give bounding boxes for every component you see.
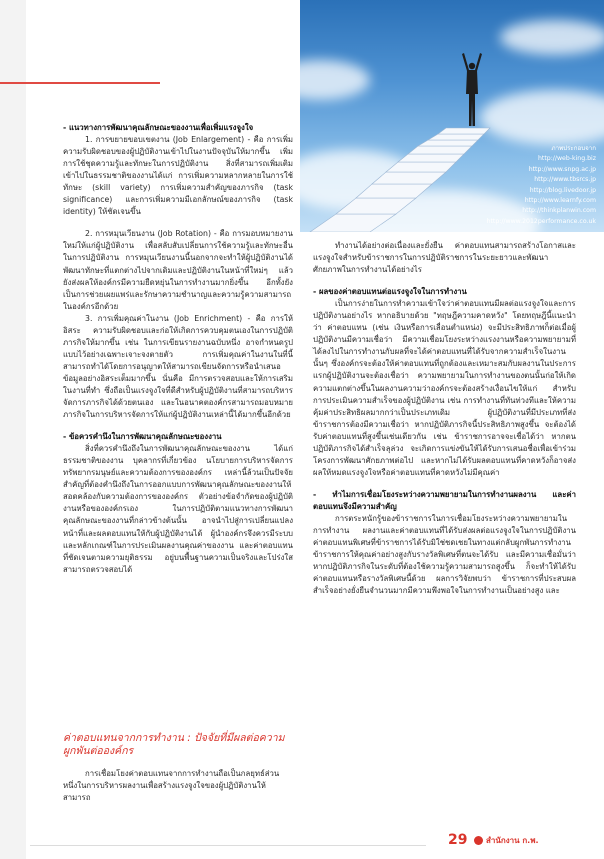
credit-url: http://www.snpg.ac.jp — [528, 165, 596, 173]
photo-credits — [487, 144, 596, 227]
logo-emblem-icon — [474, 836, 483, 845]
left-column-continuation — [63, 768, 293, 804]
paragraph: สิ่งที่ควรคำนึงถึงในการพัฒนาคุณลักษณะของงาน ได้แก่ ธรรมชาติของงาน บุคลากรที่เกี่ยวข้อง นโยบายการบริหารจัดการทรัพยากรมนุษย์และความต้องการขององค์กร เหล่านี้ล้วนเป็นปัจจัยสำคัญที่ต้องคำนึงถึงในการออกแบบการพัฒนาคุณลักษณะของงานให้สอดคล้องกับความต้องการขององค์กร ตัวอย่างข้อจำกัดของผู้ปฏิบัติงานหรือขององค์กรเอง ในการปฏิบัติตามแนวทางการพัฒนาคุณลักษณะของงานที่กล่าวข้างต้นนั้น อาจนำไปสู่การเปลี่ยนแปลงหน้าที่และผลตอบแทนให้กับผู้ปฏิบัติงานได้ ผู้นำองค์กรจึงควรมีระบบและหลักเกณฑ์ในการประเมินผลงานคุณค่าของงาน และค่าตอบแทนที่ชัดเจนตามความยุติธรรม อยู่บนพื้นฐานความเป็นจริงและโปร่งใสสามารถตรวจสอบได้ — [63, 444, 293, 574]
credit-url: http://www.learnfy.com — [524, 197, 596, 205]
section-heading: - ผลของค่าตอบแทนต่อแรงจูงใจในการทำงาน — [313, 287, 467, 297]
paragraph: เป็นการง่ายในการทำความเข้าใจว่าค่าตอบแทนมีผลต่อแรงจูงใจและการปฏิบัติงานอย่างไร หากอธิบายด้วย "ทฤษฎีความคาดหวัง" โดยทฤษฎีนี้แนะนำว่า ค่าตอบแทน (เช่น เงินหรือการเลื่อนตำแหน่ง) จะมีประสิทธิภาพก็ต่อเมื่อผู้ปฏิบัติงานมีความเชื่อว่า มีความเชื่อมโยงระหว่างแรงงานหรือความพยายามที่ได้ลงไปในการทำงานกับผลที่จะได้ค่าตอบแทนที่ได้รับจากความสำเร็จในงานนั้นๆ ซึ่งองค์กรจะต้องให้ค่าตอบแทนที่ถูกต้องและเหมาะสมกับผลงานในประการแรกผู้ปฏิบัติงานจะต้องเชื่อว่า ความพยายามในการทำงานของตนนั้นก่อให้เกิดความแตกต่างขึ้นในผลงานความว่าองค์กรจะต้องสร้างเงื่อนไขให้แก่ สำหรับการประเมินความสำเร็จของผู้ปฏิบัติงาน เช่น การทำงานที่ทันท่วงทีและให้ความคุ้มค่าประสิทธิผลมากกว่าเป็นประเภทเดิม ผู้ปฏิบัติงานที่มีประเภทที่ส่งข้าราชการต้องมีความเชื่อว่า หากปฏิบัติภารกิจนี้ประสิทธิภาพสูงขึ้น จะต้องได้รับค่าตอบแทนที่สูงขึ้นเช่นเดียวกัน เช่น ข้าราชการอาจจะเชื่อได้ว่า หากตนปฏิบัติภารกิจได้สำเร็จลุล่วง จะเกิดการแข่งขันให้ได้รับการเสนอชื่อเพื่อเข้าร่วมโครงการพัฒนาศักยภาพต่อไป และหากไม่ได้รับผลตอบแทนที่คาดหวังก็อาจส่งผลให้หมดแรงจูงใจหรือค่าตอบแทนที่คาดหวังไม่มีคุณค่า — [313, 299, 576, 477]
credits-title: ภาพประกอบจาก — [551, 145, 596, 152]
paragraph: การตระหนักรู้ของข้าราชการในการเชื่อมโยงระหว่างความพยายามในการทำงาน ผลงานและค่าตอบแทนที่ได้รับส่งผลต่อแรงจูงใจในการปฏิบัติงาน ค่าตอบแทนพิเศษที่ข้าราชการได้รับมิใช่ชดเชยในทางแต่กลับผูกพันการทำงานข้าราชการให้คุณค่าอย่างสูงกับรางวัลพิเศษที่ตนจะได้รับ และมีความเชื่อมั่นว่าหากปฏิบัติภารกิจในระดับที่ต้องใช้ความรู้ความสามารถสูงขึ้น ก็จะทำให้ได้รับค่าตอบแทนหรือรางวัลพิเศษนี้ด้วย ผลการวิจัยพบว่า ข้าราชการที่ประสบผลสำเร็จอย่างยั่งยืนจำนวนมากมีความพึงพอใจในการทำงานเป็นอย่างสูง และ — [313, 513, 576, 596]
page-edge-band — [0, 0, 26, 859]
credit-url: http://www.tbsrcs.jp — [534, 176, 596, 184]
paragraph: 1. การขยายขอบเขตงาน (Job Enlargement) - คือ การเพิ่มความรับผิดชอบของผู้ปฏิบัติงานเข้าไปในงานปัจจุบันให้มากขึ้น เพิ่มการใช้ชุดความรู้และทักษะในการปฏิบัติงาน สิ่งที่สามารถเพิ่มเติมเข้าไปในธรรมชาติของงานได้แก่ การเพิ่มความหลากหลายในการใช้ทักษะ (skill variety) การเพิ่มความสำคัญของภารกิจ (task significance) และการเพิ่มความมีเอกลักษณ์ของภารกิจ (task identity) ให้ชัดเจนขึ้น — [63, 135, 293, 217]
credit-url: http://blog.livedoor.jp — [529, 186, 596, 194]
paragraph: 2. การหมุนเวียนงาน (Job Rotation) - คือ การมอบหมายงานใหม่ให้แก่ผู้ปฏิบัติงาน เพื่อสลับสับเปลี่ยนการใช้ความรู้และทักษะอื่นในการปฏิบัติงาน การหมุนเวียนงานนี้นอกจากจะทำให้ผู้ปฏิบัติงานได้พัฒนาทักษะที่แตกต่างไปจากเดิมและปฏิบัติงานในหน้าที่ใหม่ๆ แล้ว ยังส่งผลให้องค์กรมีความยืดหยุ่นในการทำงานมากยิ่งขึ้น อีกทั้งยังเป็นการช่วยเผยแพร่และรักษาความชำนาญและความรู้ความสามารถในองค์กรอีกด้วย — [63, 229, 293, 311]
section-title-compensation: ค่าตอบแทนจากการทำงาน : ปัจจัยที่มีผลต่อความผูกพันต่อองค์กร — [63, 732, 285, 757]
section-heading: - ทำไมการเชื่อมโยงระหว่างความพยายามในการทำงานผลงาน และค่าตอบแทนจึงมีความสำคัญ — [313, 489, 576, 511]
paragraph-gap — [313, 276, 576, 286]
footer-rule — [30, 845, 426, 846]
paragraph: การเชื่อมโยงค่าตอบแทนจากการทำงานถือเป็นกลยุทธ์ส่วนหนึ่งในการบริหารผลงานเพื่อสร้างแรงจูงใจของผู้ปฏิบัติงานให้สามารถ — [63, 769, 280, 803]
section-heading: - แนวทางการพัฒนาคุณลักษณะของงานเพื่อเพิ่มแรงจูงใจ — [63, 123, 254, 132]
paragraph-gap — [313, 479, 576, 489]
credit-url: http://web-king.biz — [538, 155, 596, 163]
paragraph-gap — [63, 421, 293, 431]
top-accent-rule — [0, 82, 160, 84]
left-column — [63, 122, 293, 576]
right-column — [313, 240, 576, 597]
publisher-logo — [474, 834, 539, 847]
hero-photo — [300, 0, 604, 232]
page-number: 29 — [448, 832, 468, 848]
businessman-silhouette — [460, 52, 484, 128]
paragraph-gap — [63, 218, 293, 228]
paragraph: ทำงานได้อย่างต่อเนื่องและยั่งยืน ค่าตอบแทนสามารถสร้างโอกาสและแรงจูงใจสำหรับข้าราชการในการปฏิบัติราชการในระยะยาวและพัฒนาศักยภาพในการทำงานได้อย่างไร — [313, 241, 576, 275]
logo-text: สำนักงาน ก.พ. — [486, 836, 539, 845]
paragraph: 3. การเพิ่มคุณค่าในงาน (Job Enrichment) - คือ การให้อิสระ ความรับผิดชอบและก่อให้เกิดการควบคุมตนเองในการปฏิบัติภารกิจให้มากขึ้น เช่น ในการเขียนรายงานฉบับหนึ่ง อาจกำหนดรูปแบบไว้อย่างเฉพาะเจาะจงตายตัว การเพิ่มคุณค่าในงานในที่นี้สามารถทำได้โดยการอนุญาตให้สามารถเขียนจัดการหรือนำเสนอข้อมูลอย่างอิสระเต็มมากขึ้น นั่นคือ มีการตรวจสอบและให้การเสริมในงานที่ทำ ซึ่งถือเป็นแรงจูงใจที่ดีสำหรับผู้ปฏิบัติงานที่สามารถบริหารจัดการภารกิจได้ด้วยตนเอง และในอนาคตองค์กรสามารถมอบหมายภารกิจในการบริหารจัดการให้แก่ผู้ปฏิบัติงานเหล่านี้ได้มากขึ้นอีกด้วย — [63, 313, 293, 420]
section-heading: - ข้อควรคำนึงในการพัฒนาคุณลักษณะของงาน — [63, 432, 222, 442]
credit-url: http://thinkplanwin.com — [522, 207, 596, 215]
credit-url: http://www.2012performance.co.uk — [486, 217, 596, 225]
